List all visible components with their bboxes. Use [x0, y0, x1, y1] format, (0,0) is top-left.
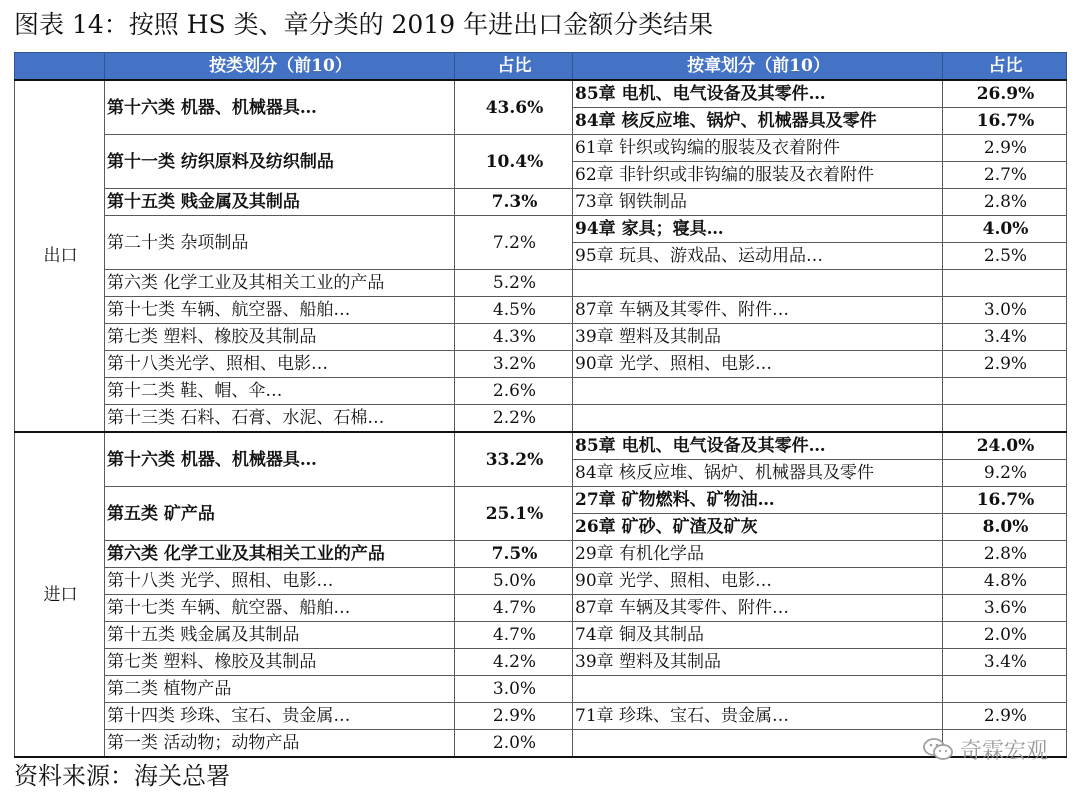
- table-row: [15, 541, 1067, 568]
- table-row: [15, 405, 1067, 433]
- table-row: [15, 649, 1067, 676]
- chapter-name-cell: 29章 有机化学品: [573, 541, 943, 568]
- chapter-name-cell: 90章 光学、照相、电影…: [573, 351, 943, 378]
- section-label: 进口: [15, 432, 105, 757]
- header-corner: [15, 53, 105, 81]
- table-row: [15, 80, 1067, 108]
- table-row: [15, 622, 1067, 649]
- class-name-cell: 第十七类 车辆、航空器、船舶…: [105, 595, 455, 622]
- table-row: [15, 676, 1067, 703]
- class-share-cell: 4.5%: [455, 297, 573, 324]
- class-share-cell: 33.2%: [455, 432, 573, 487]
- chapter-name-cell: 87章 车辆及其零件、附件…: [573, 595, 943, 622]
- table-row: [15, 135, 1067, 162]
- chapter-share-cell: 2.9%: [943, 703, 1067, 730]
- chapter-share-cell: 24.0%: [943, 432, 1067, 460]
- class-share-cell: 3.0%: [455, 676, 573, 703]
- table-row: [15, 568, 1067, 595]
- class-share-cell: 25.1%: [455, 487, 573, 541]
- chapter-name-cell: 85章 电机、电气设备及其零件…: [573, 432, 943, 460]
- chapter-share-cell: [943, 378, 1067, 405]
- table-row: [15, 324, 1067, 351]
- table-row: [15, 189, 1067, 216]
- chapter-share-cell: 2.8%: [943, 189, 1067, 216]
- class-name-cell: 第七类 塑料、橡胶及其制品: [105, 324, 455, 351]
- table-row: [15, 487, 1067, 514]
- chapter-name-cell: [573, 676, 943, 703]
- table-row: [15, 297, 1067, 324]
- class-share-cell: 2.2%: [455, 405, 573, 433]
- class-name-cell: 第一类 活动物；动物产品: [105, 730, 455, 758]
- class-share-cell: 43.6%: [455, 80, 573, 135]
- figure-title: 图表 14：按照 HS 类、章分类的 2019 年进出口金额分类结果: [14, 10, 714, 39]
- chapter-name-cell: [573, 405, 943, 433]
- chapter-share-cell: 2.8%: [943, 541, 1067, 568]
- class-share-cell: 5.0%: [455, 568, 573, 595]
- chapter-share-cell: [943, 270, 1067, 297]
- table-row: [15, 351, 1067, 378]
- class-name-cell: 第十三类 石料、石膏、水泥、石棉…: [105, 405, 455, 433]
- chapter-name-cell: 61章 针织或钩编的服装及衣着附件: [573, 135, 943, 162]
- wechat-icon: [922, 737, 954, 761]
- class-name-cell: 第十八类 光学、照相、电影…: [105, 568, 455, 595]
- chapter-name-cell: 95章 玩具、游戏品、运动用品…: [573, 243, 943, 270]
- class-share-cell: 2.9%: [455, 703, 573, 730]
- class-name-cell: 第五类 矿产品: [105, 487, 455, 541]
- header-by-class: 按类划分（前10）: [105, 53, 455, 81]
- table-row: [15, 378, 1067, 405]
- watermark-text: 奇霖宏观: [959, 738, 1048, 764]
- chapter-name-cell: 26章 矿砂、矿渣及矿灰: [573, 514, 943, 541]
- chapter-name-cell: 90章 光学、照相、电影…: [573, 568, 943, 595]
- header-by-chapter: 按章划分（前10）: [573, 53, 943, 81]
- class-share-cell: 4.7%: [455, 622, 573, 649]
- chapter-share-cell: 8.0%: [943, 514, 1067, 541]
- table-row: [15, 730, 1067, 758]
- chapter-share-cell: 26.9%: [943, 80, 1067, 108]
- class-share-cell: 7.2%: [455, 216, 573, 270]
- chapter-share-cell: 3.0%: [943, 297, 1067, 324]
- chapter-share-cell: 2.5%: [943, 243, 1067, 270]
- table-header-row: [15, 53, 1067, 81]
- chapter-name-cell: 27章 矿物燃料、矿物油…: [573, 487, 943, 514]
- class-share-cell: 7.5%: [455, 541, 573, 568]
- class-name-cell: 第六类 化学工业及其相关工业的产品: [105, 270, 455, 297]
- class-name-cell: 第十六类 机器、机械器具…: [105, 432, 455, 487]
- chapter-name-cell: 39章 塑料及其制品: [573, 649, 943, 676]
- chapter-name-cell: 71章 珍珠、宝石、贵金属…: [573, 703, 943, 730]
- class-name-cell: 第二类 植物产品: [105, 676, 455, 703]
- class-share-cell: 7.3%: [455, 189, 573, 216]
- chapter-name-cell: [573, 730, 943, 758]
- chapter-share-cell: [943, 676, 1067, 703]
- chapter-share-cell: 3.4%: [943, 324, 1067, 351]
- class-name-cell: 第十八类光学、照相、电影…: [105, 351, 455, 378]
- class-name-cell: 第十一类 纺织原料及纺织制品: [105, 135, 455, 189]
- class-name-cell: 第六类 化学工业及其相关工业的产品: [105, 541, 455, 568]
- class-share-cell: 4.2%: [455, 649, 573, 676]
- class-name-cell: 第十七类 车辆、航空器、船舶…: [105, 297, 455, 324]
- chapter-name-cell: [573, 270, 943, 297]
- chapter-name-cell: 85章 电机、电气设备及其零件…: [573, 80, 943, 108]
- chapter-name-cell: 39章 塑料及其制品: [573, 324, 943, 351]
- table-row: [15, 270, 1067, 297]
- chapter-share-cell: [943, 405, 1067, 433]
- chapter-name-cell: 62章 非针织或非钩编的服装及衣着附件: [573, 162, 943, 189]
- chapter-name-cell: 94章 家具；寝具…: [573, 216, 943, 243]
- chapter-name-cell: 87章 车辆及其零件、附件…: [573, 297, 943, 324]
- class-share-cell: 10.4%: [455, 135, 573, 189]
- chapter-share-cell: 2.9%: [943, 351, 1067, 378]
- chapter-share-cell: 16.7%: [943, 108, 1067, 135]
- chapter-share-cell: 2.0%: [943, 622, 1067, 649]
- source-note: 资料来源：海关总署: [14, 762, 230, 790]
- class-name-cell: 第十六类 机器、机械器具…: [105, 80, 455, 135]
- chapter-share-cell: 9.2%: [943, 460, 1067, 487]
- class-share-cell: 4.3%: [455, 324, 573, 351]
- class-share-cell: 3.2%: [455, 351, 573, 378]
- table-row: [15, 703, 1067, 730]
- table-row: [15, 216, 1067, 243]
- chapter-share-cell: 4.8%: [943, 568, 1067, 595]
- class-share-cell: 5.2%: [455, 270, 573, 297]
- class-share-cell: 2.6%: [455, 378, 573, 405]
- class-share-cell: 2.0%: [455, 730, 573, 758]
- class-name-cell: 第二十类 杂项制品: [105, 216, 455, 270]
- table-body: [15, 80, 1067, 757]
- section-label: 出口: [15, 80, 105, 432]
- chapter-share-cell: 2.9%: [943, 135, 1067, 162]
- chapter-share-cell: 3.4%: [943, 649, 1067, 676]
- class-share-cell: 4.7%: [455, 595, 573, 622]
- chapter-share-cell: 4.0%: [943, 216, 1067, 243]
- table-row: [15, 595, 1067, 622]
- header-class-share: 占比: [455, 53, 573, 81]
- chapter-name-cell: [573, 378, 943, 405]
- chapter-name-cell: 73章 钢铁制品: [573, 189, 943, 216]
- class-name-cell: 第十二类 鞋、帽、伞…: [105, 378, 455, 405]
- class-name-cell: 第十四类 珍珠、宝石、贵金属…: [105, 703, 455, 730]
- hs-classification-table: [14, 52, 1067, 758]
- chapter-name-cell: 74章 铜及其制品: [573, 622, 943, 649]
- chapter-share-cell: 3.6%: [943, 595, 1067, 622]
- chapter-share-cell: 2.7%: [943, 162, 1067, 189]
- chapter-name-cell: 84章 核反应堆、锅炉、机械器具及零件: [573, 108, 943, 135]
- class-name-cell: 第十五类 贱金属及其制品: [105, 622, 455, 649]
- chapter-share-cell: 16.7%: [943, 487, 1067, 514]
- header-chapter-share: 占比: [943, 53, 1067, 81]
- watermark: [922, 732, 1048, 766]
- class-name-cell: 第七类 塑料、橡胶及其制品: [105, 649, 455, 676]
- table-row: [15, 432, 1067, 460]
- class-name-cell: 第十五类 贱金属及其制品: [105, 189, 455, 216]
- chapter-name-cell: 84章 核反应堆、锅炉、机械器具及零件: [573, 460, 943, 487]
